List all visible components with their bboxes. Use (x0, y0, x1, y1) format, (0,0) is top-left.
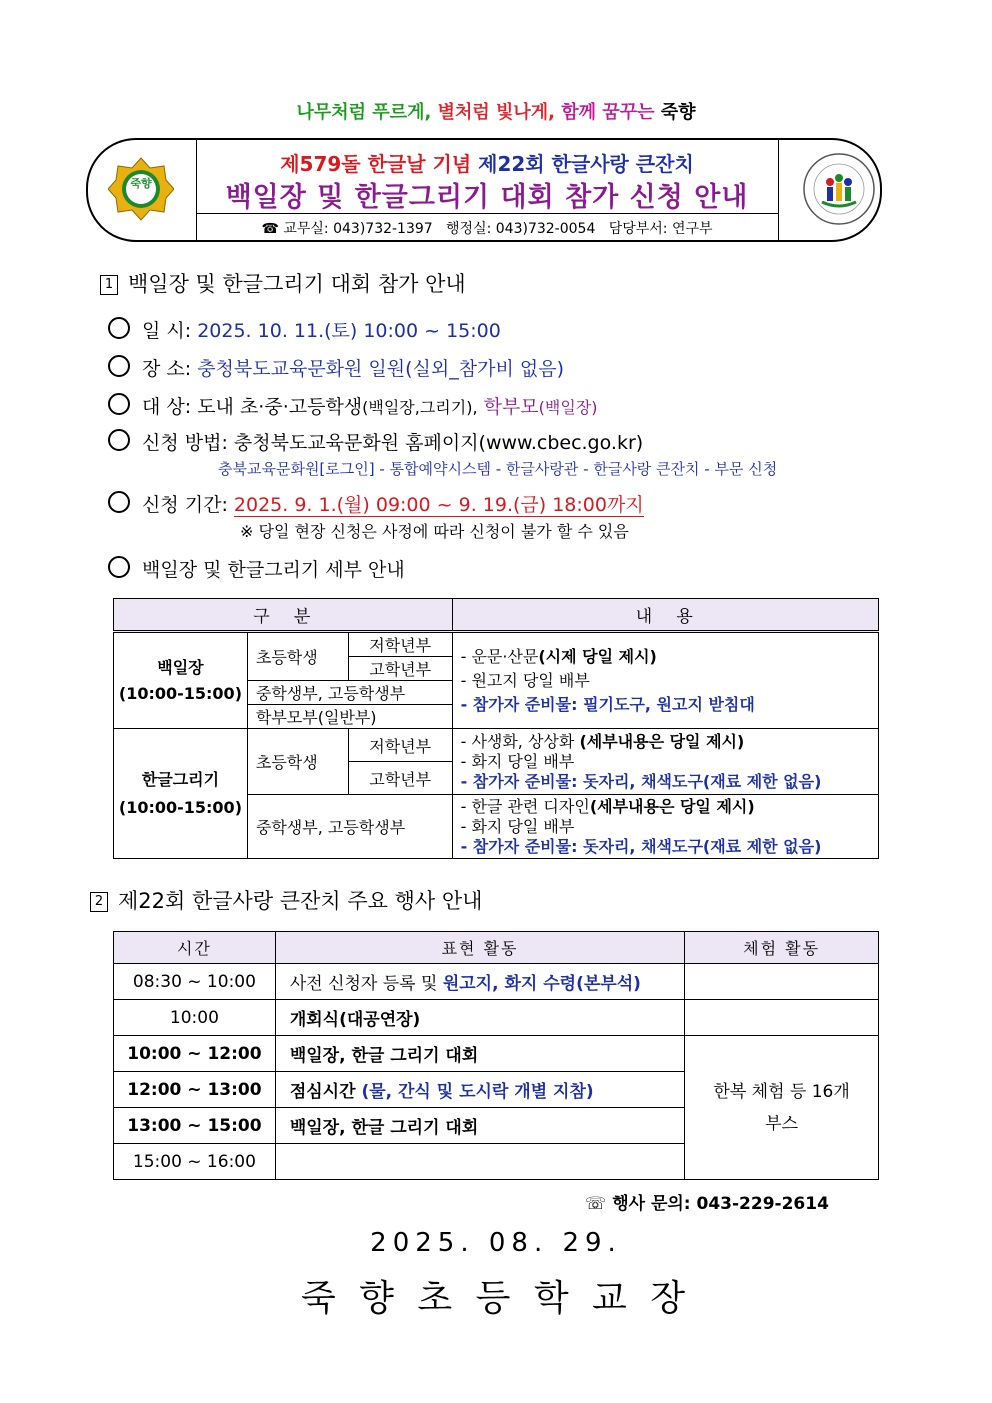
draw-upper-grade: 고학년부 (348, 762, 452, 795)
draw-midhigh-cell: 중학생부, 고등학생부 (247, 795, 452, 859)
baekiljang-cell: 백일장 (10:00-15:00) (114, 632, 248, 729)
education-center-logo-icon (802, 152, 876, 226)
col-experience: 체험 활동 (685, 932, 879, 964)
bullet-circle-icon (108, 429, 130, 451)
midhigh-cell: 중학생부, 고등학생부 (247, 681, 452, 705)
elem-cell: 초등학생 (247, 632, 348, 681)
schedule-row: 12:00 ~ 13:00 점심시간 (물, 간식 및 도시락 개별 지참) (114, 1072, 879, 1108)
place-row: 장 소: 충청북도교육문화원 일원(실외_참가비 없음) (108, 354, 564, 381)
schedule-row: 10:00 개회식(대공연장) (114, 1000, 879, 1036)
draw-elem-desc: - 사생화, 상상화 (세부내용은 당일 제시) - 화지 당일 배부 - 참가자 준비물: 돗자리, 채색도구(재료 제한 없음) (452, 729, 878, 795)
date-row: 일 시: 2025. 10. 11.(토) 10:00 ~ 15:00 (108, 316, 501, 343)
slogan: 나무처럼 푸르게, 별처럼 빛나게, 함께 꿈꾸는 죽향 (296, 102, 696, 123)
bullet-circle-icon (108, 491, 130, 513)
schedule-row: 13:00 ~ 15:00 백일장, 한글 그리기 대회 (114, 1108, 879, 1144)
phone-icon: ☏ (585, 1194, 607, 1214)
method-row: 신청 방법: 충청북도교육문화원 홈페이지(www.cbec.go.kr) (108, 428, 643, 455)
phone-icon: ☎ (261, 221, 279, 237)
col-time: 시간 (114, 932, 276, 964)
period-note: ※ 당일 현장 신청은 사정에 따라 신청이 불가 할 수 있음 (240, 522, 629, 541)
svg-text:죽향: 죽향 (130, 177, 152, 190)
bullet-circle-icon (108, 393, 130, 415)
baek-desc: - 운문·산문(시제 당일 제시) - 원고지 당일 배부 - 참가자 준비물: 필기도구, 원고지 받침대 (452, 632, 878, 729)
page-title: 백일장 및 한글그리기 대회 참가 신청 안내 (225, 182, 749, 213)
inquiry: ☏ 행사 문의: 043-229-2614 (585, 1194, 829, 1214)
bullet-circle-icon (108, 317, 130, 339)
drawing-cell: 한글그리기 (10:00-15:00) (114, 729, 248, 859)
draw-elem-cell: 초등학생 (247, 729, 348, 795)
experience-cell: 한복 체험 등 16개 부스 (685, 1036, 879, 1180)
col-activity: 표현 활동 (275, 932, 684, 964)
header-category: 구 분 (114, 599, 453, 632)
bullet-circle-icon (108, 355, 130, 377)
contact-info: ☎ 교무실: 043)732-1397 행정실: 043)732-0054 담당부서: 연구부 (261, 221, 713, 237)
parent-cell: 학부모부(일반부) (247, 705, 452, 729)
section1-title: 1 백일장 및 한글그리기 대회 참가 안내 (100, 268, 466, 298)
section2-title: 2 제22회 한글사랑 큰잔치 주요 행사 안내 (90, 885, 482, 915)
header-content: 내 용 (452, 599, 878, 632)
lower-grade: 저학년부 (348, 632, 452, 657)
document-date: 2025. 08. 29. (370, 1228, 622, 1258)
period-row: 신청 기간: 2025. 9. 1.(월) 09:00 ~ 9. 19.(금) 18:00까지 (108, 490, 644, 517)
bullet-circle-icon (108, 556, 130, 578)
draw-mid-desc: - 한글 관련 디자인(세부내용은 당일 제시) - 화지 당일 배부 - 참가자 준비물: 돗자리, 채색도구(재료 제한 없음) (452, 795, 878, 859)
signature: 죽 향 초 등 학 교 장 (300, 1278, 692, 1319)
detail-table (113, 598, 879, 859)
schedule-row: 08:30 ~ 10:00 사전 신청자 등록 및 원고지, 화지 수령(본부석) (114, 964, 879, 1000)
schedule-row: 15:00 ~ 16:00 (114, 1144, 879, 1180)
method-path: 충북교육문화원[로그인] - 통합예약시스템 - 한글사랑관 - 한글사랑 큰잔치 - 부문 신청 (218, 460, 778, 478)
upper-grade: 고학년부 (348, 657, 452, 681)
schedule-row: 10:00 ~ 12:00 백일장, 한글 그리기 대회 한복 체험 등 16개 부스 (114, 1036, 879, 1072)
schedule-table (113, 931, 879, 1180)
detail-title: 백일장 및 한글그리기 세부 안내 (108, 555, 405, 582)
event-subtitle: 제579돌 한글날 기념 제22회 한글사랑 큰잔치 (280, 152, 694, 176)
target-row: 대 상: 도내 초·중·고등학생(백일장,그리기), 학부모(백일장) (108, 392, 598, 419)
draw-lower-grade: 저학년부 (348, 729, 452, 762)
header-box (86, 138, 882, 242)
school-seal-icon (108, 156, 174, 222)
